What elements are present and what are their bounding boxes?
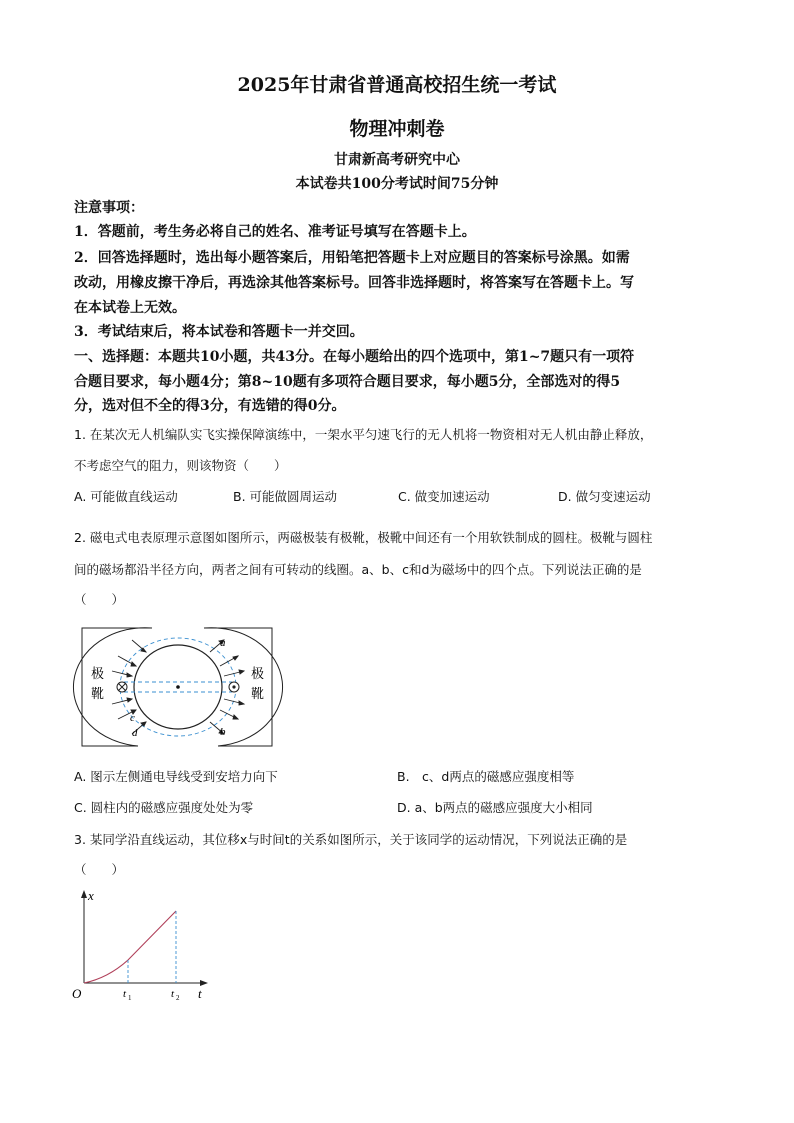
- point-a-label: a: [220, 637, 226, 649]
- notes-line: 在本试卷上无效。: [74, 300, 186, 316]
- question-1-option-d: D. 做匀变速运动: [558, 489, 651, 504]
- question-1-option-c: C. 做变加速运动: [398, 489, 490, 504]
- y-axis-label: x: [88, 888, 94, 903]
- point-b-label: b: [220, 726, 226, 738]
- right-pole-shoe: [204, 628, 283, 746]
- question-2-stem: （ ）: [74, 592, 125, 607]
- point-d-label: d: [132, 727, 138, 739]
- question-1-option-a: A. 可能做直线运动: [74, 489, 178, 504]
- section-instruction-line: 一、选择题：本题共10小题，共43分。在每小题给出的四个选项中，第1~7题只有一项符: [74, 349, 635, 365]
- question-1-stem: 不考虑空气的阻力，则该物资（ ）: [74, 458, 287, 473]
- center-axis-dot: [176, 685, 180, 689]
- notes-line: 2．回答选择题时，选出每小题答案后，用铅笔把答题卡上对应题目的答案标号涂黑。如需: [74, 250, 630, 266]
- notes-line: 3．考试结束后，将本试卷和答题卡一并交回。: [74, 324, 364, 340]
- t2-subscript: 2: [176, 994, 180, 1002]
- question-1-stem: 1. 在某次无人机编队实飞实操保障演练中，一架水平匀速飞行的无人机将一物资相对无人机由静止释放，: [74, 427, 653, 442]
- question-2-stem: 间的磁场都沿半径方向，两者之间有可转动的线圈。a、b、c和d为磁场中的四个点。下列说法正确的是: [74, 562, 642, 577]
- position-time-curve: [84, 911, 176, 983]
- right-shoe-label: 靴: [251, 686, 265, 701]
- exam-info-line: 本试卷共100分考试时间75分钟: [295, 176, 499, 192]
- question-1-option-b: B. 可能做圆周运动: [233, 489, 338, 504]
- left-pole-shoe: [73, 628, 152, 746]
- point-c-label: c: [130, 712, 135, 724]
- left-shoe-label: 极: [91, 666, 105, 681]
- question-2-stem: 2. 磁电式电表原理示意图如图所示，两磁极装有极靴，极靴中间还有一个用软铁制成的圆柱。极靴与圆柱: [74, 530, 653, 545]
- galvanometer-diagram: [80, 626, 276, 748]
- question-2-option-b: B. c、d两点的磁感应强度相等: [397, 769, 575, 784]
- question-2-option-d: D. a、b两点的磁感应强度大小相同: [397, 800, 593, 815]
- notes-line: 改动，用橡皮擦干净后，再选涂其他答案标号。回答非选择题时，将答案写在答题卡上。写: [74, 275, 634, 291]
- question-3-stem: （ ）: [74, 862, 125, 877]
- exam-subtitle: 物理冲刺卷: [349, 118, 445, 140]
- question-3-stem: 3. 某同学沿直线运动，其位移x与时间t的关系如图所示，关于该同学的运动情况，下列说法正确的是: [74, 832, 628, 847]
- notes-line: 1．答题前，考生务必将自己的姓名、准考证号填写在答题卡上。: [74, 224, 476, 240]
- right-shoe-label: 极: [251, 666, 265, 681]
- question-2-option-c: C. 圆柱内的磁感应强度处处为零: [74, 800, 254, 815]
- left-shoe-label: 靴: [91, 686, 105, 701]
- x-axis-label: t: [198, 986, 202, 1001]
- y-axis-arrow: [81, 890, 87, 898]
- t2-label: t: [171, 988, 175, 1000]
- origin-label: O: [72, 986, 82, 1001]
- exam-title: 2025年甘肃省普通高校招生统一考试: [237, 74, 557, 96]
- x-t-graph: [68, 886, 218, 1006]
- author-line: 甘肃新高考研究中心: [334, 152, 460, 168]
- t1-subscript: 1: [128, 994, 132, 1002]
- section-instruction-line: 分，选对但不全的得3分，有选错的得0分。: [74, 398, 346, 414]
- section-instruction-line: 合题目要求，每小题4分；第8~10题有多项符合题目要求，每小题5分，全部选对的得5: [74, 374, 621, 390]
- t1-label: t: [123, 988, 127, 1000]
- question-2-option-a: A. 图示左侧通电导线受到安培力向下: [74, 769, 278, 784]
- notes-heading: 注意事项：: [74, 200, 144, 216]
